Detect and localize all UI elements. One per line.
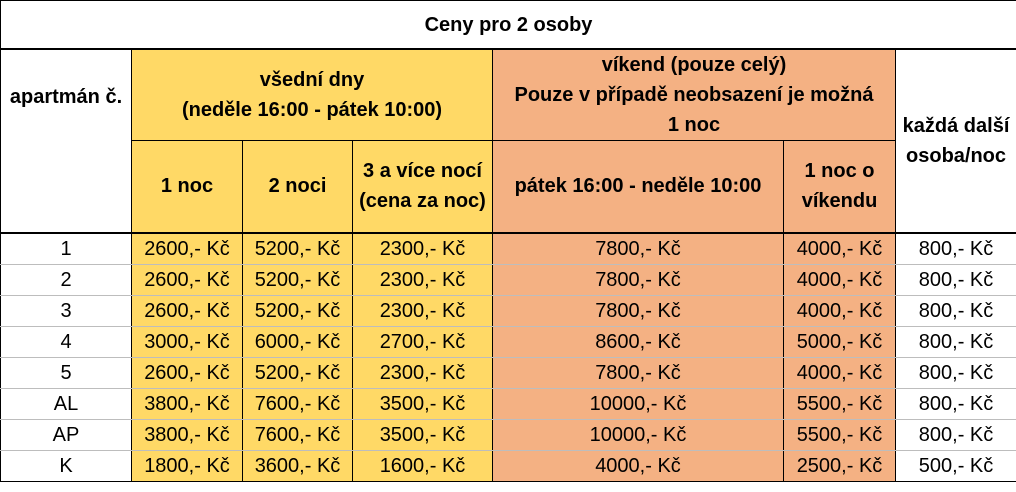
cell-1-noc-weekend: 5500,- Kč	[784, 419, 896, 450]
cell-3-noci: 2300,- Kč	[353, 233, 493, 265]
cell-extra-person: 800,- Kč	[896, 357, 1016, 388]
cell-2-noci: 6000,- Kč	[243, 326, 353, 357]
table-row	[1, 450, 1016, 481]
cell-3-noci: 2300,- Kč	[353, 264, 493, 295]
cell-weekend: 10000,- Kč	[493, 419, 784, 450]
cell-apartment: AL	[1, 388, 132, 419]
header-3-noci	[353, 141, 493, 233]
table-row	[1, 295, 1016, 326]
cell-apartment: AP	[1, 419, 132, 450]
header-weekend-line2: Pouze v případě neobsazení je možná	[514, 84, 874, 106]
cell-3-noci: 3500,- Kč	[353, 388, 493, 419]
cell-1-noc-weekend: 4000,- Kč	[784, 357, 896, 388]
cell-extra-person: 800,- Kč	[896, 388, 1016, 419]
header-weekday-line2: (neděle 16:00 - pátek 10:00)	[181, 99, 443, 121]
cell-apartment: 5	[1, 357, 132, 388]
cell-1-noc: 1800,- Kč	[132, 450, 243, 481]
cell-extra-person: 800,- Kč	[896, 295, 1016, 326]
cell-weekend: 4000,- Kč	[493, 450, 784, 481]
cell-2-noci: 5200,- Kč	[243, 357, 353, 388]
header-3-noci-line1: 3 a více nocí	[363, 160, 482, 183]
cell-3-noci: 2700,- Kč	[353, 326, 493, 357]
cell-1-noc-weekend: 4000,- Kč	[784, 264, 896, 295]
cell-extra-person: 800,- Kč	[896, 419, 1016, 450]
header-weekday-line1: všední dny	[259, 69, 365, 91]
table-row	[1, 326, 1016, 357]
cell-1-noc: 2600,- Kč	[132, 357, 243, 388]
cell-extra-person: 800,- Kč	[896, 264, 1016, 295]
cell-weekend: 7800,- Kč	[493, 357, 784, 388]
cell-extra-person: 800,- Kč	[896, 233, 1016, 265]
header-weekday	[132, 49, 493, 141]
header-extra-person	[896, 49, 1016, 233]
cell-extra-person: 500,- Kč	[896, 450, 1016, 481]
header-3-noci-line2: (cena za noc)	[359, 190, 486, 213]
cell-1-noc-weekend: 4000,- Kč	[784, 233, 896, 265]
cell-weekend: 7800,- Kč	[493, 264, 784, 295]
table-title: Ceny pro 2 osoby	[1, 1, 1016, 50]
cell-weekend: 8600,- Kč	[493, 326, 784, 357]
cell-3-noci: 3500,- Kč	[353, 419, 493, 450]
header-1-noc-weekend	[784, 141, 896, 233]
cell-1-noc: 3800,- Kč	[132, 419, 243, 450]
cell-2-noci: 7600,- Kč	[243, 419, 353, 450]
cell-weekend: 7800,- Kč	[493, 295, 784, 326]
cell-3-noci: 2300,- Kč	[353, 295, 493, 326]
cell-1-noc: 2600,- Kč	[132, 233, 243, 265]
header-1-noc-weekend-line2: víkendu	[801, 190, 878, 213]
header-apartment	[1, 49, 132, 233]
header-extra-line2: osoba/noc	[906, 144, 1007, 167]
table-row	[1, 357, 1016, 388]
cell-1-noc: 2600,- Kč	[132, 264, 243, 295]
header-2-noci: 2 noci	[243, 141, 353, 233]
cell-apartment: 3	[1, 295, 132, 326]
cell-2-noci: 5200,- Kč	[243, 295, 353, 326]
table-row	[1, 264, 1016, 295]
header-1-noc-weekend-line1: 1 noc o	[804, 160, 875, 183]
cell-1-noc-weekend: 5000,- Kč	[784, 326, 896, 357]
header-weekend-period: pátek 16:00 - neděle 10:00	[493, 141, 784, 233]
cell-apartment: K	[1, 450, 132, 481]
cell-1-noc: 3000,- Kč	[132, 326, 243, 357]
table-row	[1, 388, 1016, 419]
cell-1-noc: 2600,- Kč	[132, 295, 243, 326]
cell-2-noci: 5200,- Kč	[243, 233, 353, 265]
cell-2-noci: 3600,- Kč	[243, 450, 353, 481]
cell-2-noci: 7600,- Kč	[243, 388, 353, 419]
cell-2-noci: 5200,- Kč	[243, 264, 353, 295]
cell-1-noc-weekend: 5500,- Kč	[784, 388, 896, 419]
header-extra-line1: každá další	[902, 114, 1010, 137]
cell-apartment: 2	[1, 264, 132, 295]
cell-1-noc-weekend: 4000,- Kč	[784, 295, 896, 326]
header-weekend-line3: 1 noc	[667, 114, 721, 136]
cell-1-noc: 3800,- Kč	[132, 388, 243, 419]
cell-extra-person: 800,- Kč	[896, 326, 1016, 357]
header-weekend-line1: víkend (pouze celý)	[601, 54, 787, 76]
header-1-noc: 1 noc	[132, 141, 243, 233]
cell-apartment: 4	[1, 326, 132, 357]
header-apartment-label: apartmán č.	[9, 86, 123, 108]
header-weekend	[493, 49, 896, 141]
table-row	[1, 419, 1016, 450]
cell-apartment: 1	[1, 233, 132, 265]
cell-3-noci: 2300,- Kč	[353, 357, 493, 388]
cell-1-noc-weekend: 2500,- Kč	[784, 450, 896, 481]
cell-weekend: 7800,- Kč	[493, 233, 784, 265]
cell-3-noci: 1600,- Kč	[353, 450, 493, 481]
cell-weekend: 10000,- Kč	[493, 388, 784, 419]
table-row	[1, 233, 1016, 265]
